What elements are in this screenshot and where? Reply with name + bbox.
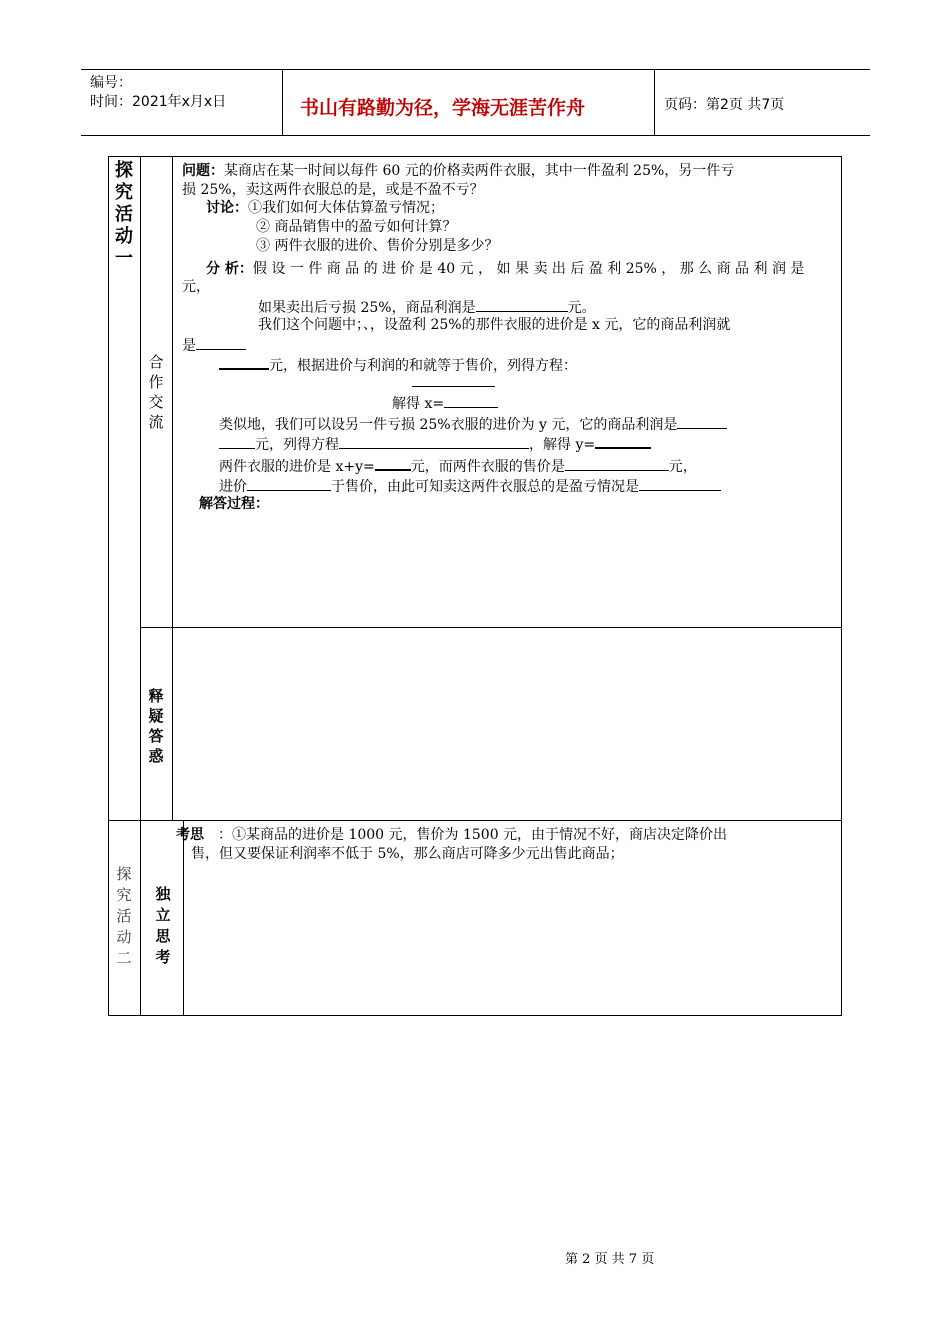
section2-title: 探 究 活 动 二 [116,865,132,967]
problem-line1: 问题：某商店在某一时间以每件 60 元的价格卖两件衣服，其中一件盈利 25%，另一件亏 [182,163,735,179]
header-bottom-rule [81,135,870,136]
blank-equation-y[interactable] [339,434,529,449]
solve-x: 解得 x= [392,393,498,413]
compare-line: 进价 于售价，由此可知卖这两件衣服总的是盈亏情况是 [219,476,721,496]
col-divider-1-top [140,156,141,820]
col-divider-1-bottom [140,820,141,1016]
section1-title: 探 究 活 动 一 [115,160,133,269]
header-divider-2 [654,69,655,136]
answer-label: 解答过程： [199,496,269,512]
motto: 书山有路勤为径，学海无涯苦作舟 [300,97,586,119]
blank-loss-profit[interactable] [476,297,568,312]
table-right [841,156,842,1016]
table-bottom [108,1015,842,1016]
analysis-line4: 我们这个问题中；、，设盈利 25%的那件衣服的进价是 x 元，它的商品利润就 [258,317,731,333]
col-divider-2-top [172,156,173,820]
row-divider-inner [140,627,842,628]
sub-cooperation: 合 作 交 流 [148,353,164,431]
header-top-rule [81,69,870,70]
blank-cost-total[interactable] [375,455,411,471]
analysis-line1: 分 析：假 设 一 件 商 品 的 进 价 是 40 元 ， 如 果 卖 出 后 盈 利 25% ， 那 么 商 品 利 润 是 [206,261,805,277]
time-label: 时间：2021年x月x日 [90,94,227,110]
similar-line2: 元，列得方程 ，解得 y= [219,433,651,454]
blank-sale-total[interactable] [565,456,669,471]
blank-x-value[interactable] [444,393,498,408]
analysis-line2: 元， [182,279,210,295]
col-divider-2-bottom [183,820,184,1016]
sub-doubts: 释 疑 答 惑 [148,687,164,765]
footer-page: 第 2 页 共 7 页 [565,1252,655,1267]
section2-sub: 独 立 思 考 [155,885,171,966]
serial-label: 编号： [90,75,132,91]
blank-compare[interactable] [247,476,331,491]
blank-equation-x[interactable] [412,386,495,387]
blank-profit-x[interactable] [196,335,246,350]
discussion-3: ③ 两件衣服的进价、售价分别是多少？ [256,238,499,254]
think-line2: 售，但又要保证利润率不低于 5%，那么商店可降多少元出售此商品； [191,846,624,862]
analysis-line3: 如果卖出后亏损 25%，商品利润是 元。 [258,297,596,317]
blank-y-value[interactable] [595,433,651,449]
header-divider-1 [282,69,283,136]
problem-line2: 损 25%，卖这两件衣服总的是，或是不盈不亏？ [182,182,484,198]
think-line1: 考思 ：①某商品的进价是 1000 元，售价为 1500 元，由于情况不好，商店决定降价出 [176,827,728,843]
table-top [108,156,842,157]
total-line: 两件衣服的进价是 x+y= 元，而两件衣服的售价是 元， [219,455,697,476]
table-left [108,156,109,1016]
analysis-line5: 是 [182,335,246,355]
blank-conclusion[interactable] [639,476,721,491]
analysis-line6: 元，根据进价与利润的和就等于售价，列得方程： [219,354,577,375]
section-divider [108,820,842,821]
discussion-1: 讨论：①我们如何大体估算盈亏情况； [206,200,444,216]
blank-profit-x-cont[interactable] [219,354,269,370]
page-label: 页码：第2页 共7页 [664,97,785,113]
discussion-2: ② 商品销售中的盈亏如何计算？ [256,219,457,235]
similar-line1: 类似地，我们可以设另一件亏损 25%衣服的进价为 y 元，它的商品利润是 [219,414,727,434]
blank-profit-y-cont[interactable] [219,434,255,449]
blank-profit-y[interactable] [677,414,727,429]
